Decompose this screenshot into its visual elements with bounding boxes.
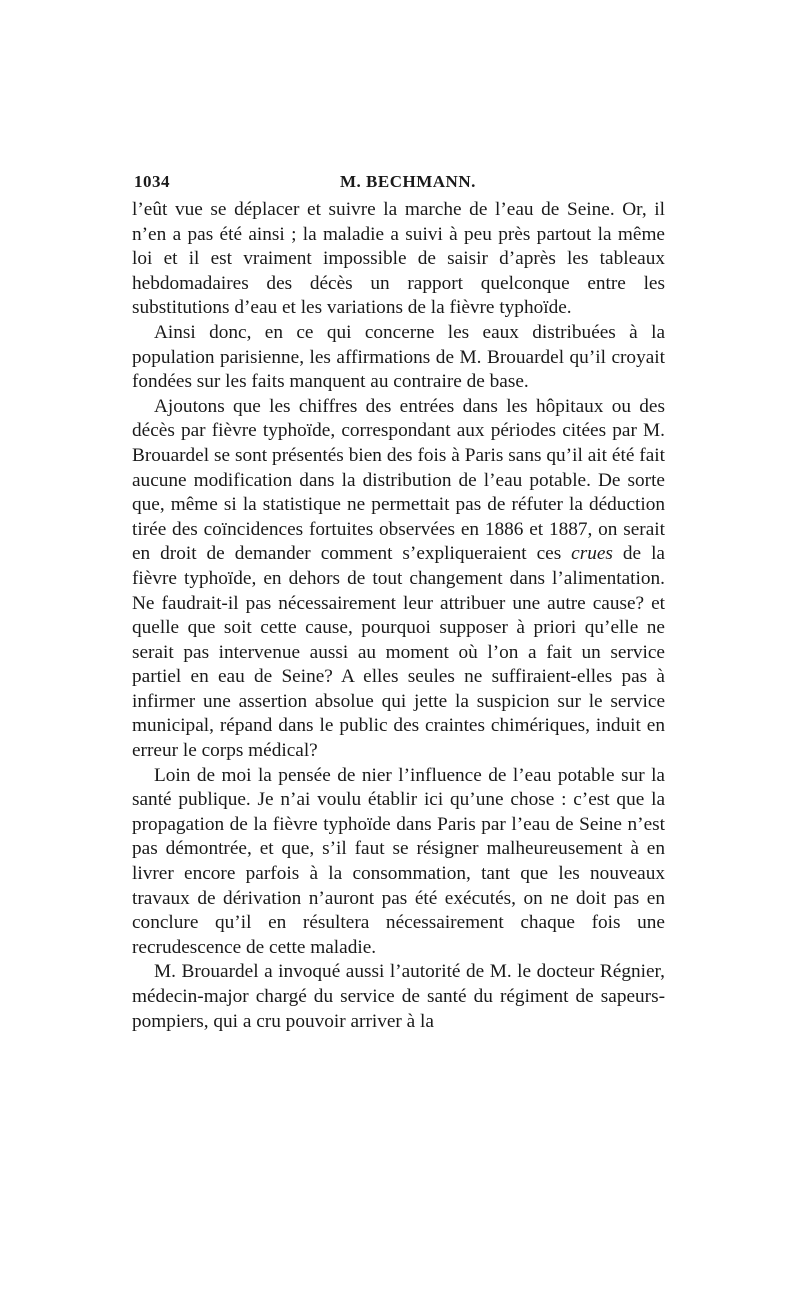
body-text	[132, 198, 665, 1034]
page-number: 1034	[134, 172, 170, 191]
emphasized-word: crues	[571, 543, 613, 565]
paragraph-text: de la fièvre typhoïde, en dehors de tout changement dans l’alimentation. Ne faudrait-il pas nécessairement leur attribuer une autre cause? et quelle que soit cette cause, pourquoi supposer à priori qu’elle ne serait pas intervenue aussi au moment où l’on a fait un service partiel en eau de Seine? A elles seules ne suffiraient-elles pas à infirmer une assertion absolue qui jette la suspicion sur le service municipal, répand dans le public des craintes chimériques, induit en erreur le corps médical?	[132, 543, 665, 762]
paragraph-brouardel: M. Brouardel a invoqué aussi l’autorité de M. le docteur Régnier, médecin-major chargé du service de santé du régiment de sapeurs-pompiers, qui a cru pouvoir arriver à la	[132, 961, 665, 1032]
paragraph-loin-de-moi: Loin de moi la pensée de nier l’influence de l’eau potable sur la santé publique. Je n’ai voulu établir ici qu’une chose : c’est que la propagation de la fièvre typhoïde dans Paris par l’eau de Seine n’est pas démontrée, et que, s’il faut se résigner malheureusement à en livrer encore parfois à la consommation, tant que les nouveaux travaux de dérivation n’auront pas été exécutés, on ne doit pas en conclure qu’il en résultera nécessairement chaque fois une recrudescence de cette maladie.	[132, 764, 665, 958]
running-head	[132, 172, 665, 198]
running-title: M. BECHMANN.	[340, 172, 476, 191]
paragraph-continued: l’eût vue se déplacer et suivre la marche de l’eau de Seine. Or, il n’en a pas été ainsi ; la maladie a suivi à peu près partout la même loi et il est vraiment impossible de saisir d’après les tableaux hebdomadaires des décès un rapport quelconque entre les substitutions d’eau et les variations de la fièvre typhoïde.	[132, 199, 665, 319]
paragraph-ajoutons	[132, 395, 665, 764]
book-page	[132, 172, 665, 1034]
paragraph-text: Ajoutons que les chiffres des entrées dans les hôpitaux ou des décès par fièvre typhoïde, correspondant aux périodes citées par M. Brouardel se sont présentés bien des fois à Paris sans qu’il ait été fait aucune modification dans la distribution de l’eau potable. De sorte que, même si la statistique ne permettait pas de réfuter la déduction tirée des coïncidences fortuites observées en 1886 et 1887, on serait en droit de demander comment s’expliqueraient ces	[132, 395, 665, 565]
paragraph-ainsi-donc: Ainsi donc, en ce qui concerne les eaux distribuées à la population parisienne, les affirmations de M. Brouardel qu’il croyait fondées sur les faits manquent au contraire de base.	[132, 321, 665, 393]
